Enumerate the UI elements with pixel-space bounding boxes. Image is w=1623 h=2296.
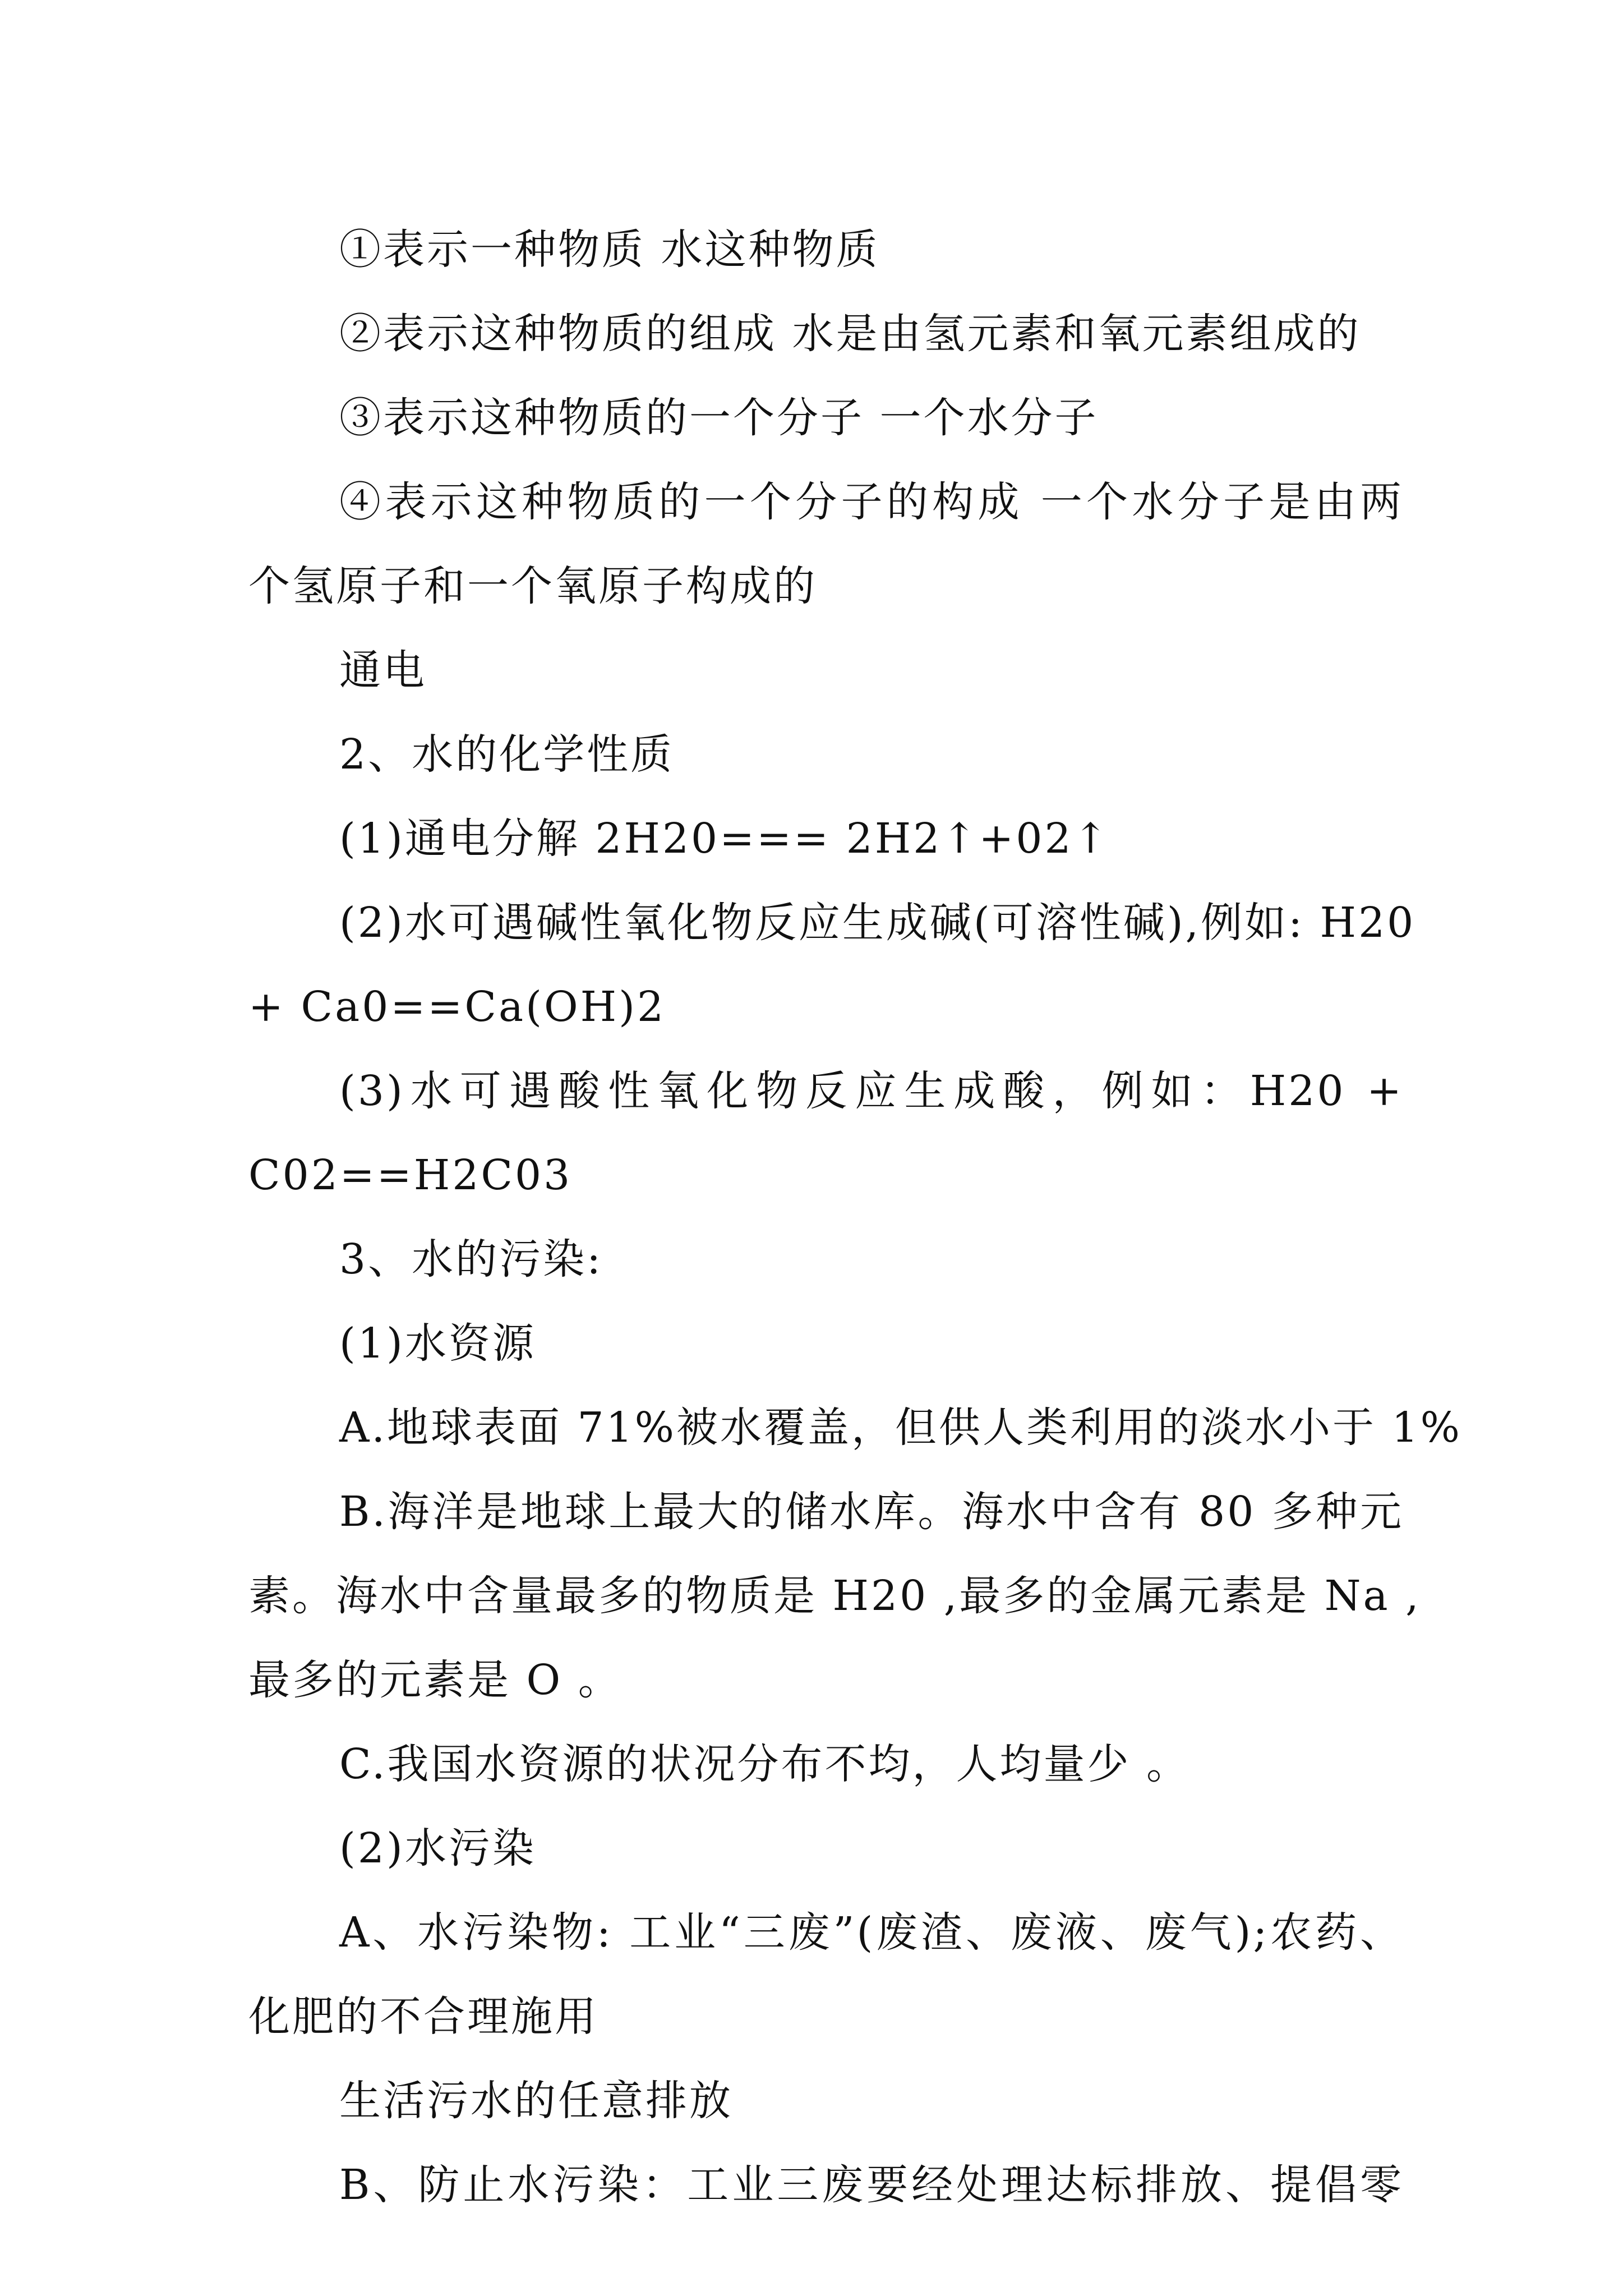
text-line-4: ④表示这种物质的一个分子的构成 一个水分子是由两 <box>339 478 1404 526</box>
text-line-3: ③表示这种物质的一个分子 一个水分子 <box>339 394 1099 442</box>
document-body <box>248 208 1462 2227</box>
text-line-17: 素。海水中含量最多的物质是 H20 ,最多的金属元素是 Na , <box>248 1572 1421 1620</box>
section-heading-chemical-properties: 2、水的化学性质 <box>339 730 675 779</box>
text-line-20: (2)水污染 <box>339 1824 536 1872</box>
text-line-14: (1)水资源 <box>339 1319 536 1368</box>
text-line-11: (3)水可遇酸性氧化物反应生成酸，例如：H20 + <box>339 1067 1404 1115</box>
text-line-22: 化肥的不合理施用 <box>248 1993 598 2041</box>
text-line-6: 通电 <box>339 646 427 694</box>
text-line-8: (1)通电分解 2H20=== 2H2↑+02↑ <box>339 815 1110 863</box>
text-line-9: (2)水可遇碱性氧化物反应生成碱(可溶性碱),例如: H20 <box>339 899 1416 947</box>
text-line-21: A、水污染物: 工业“三废”(废渣、废液、废气);农药、 <box>339 1908 1404 1957</box>
text-line-23: 生活污水的任意排放 <box>339 2077 733 2125</box>
text-line-2: ②表示这种物质的组成 水是由氢元素和氧元素组成的 <box>339 310 1361 358</box>
text-line-12: C02==H2C03 <box>248 1151 573 1199</box>
text-line-15: A.地球表面 71%被水覆盖，但供人类利用的淡水小于 1% <box>339 1404 1462 1452</box>
text-line-24: B、防止水污染：工业三废要经处理达标排放、提倡零 <box>339 2161 1404 2209</box>
text-line-5: 个氢原子和一个氧原子构成的 <box>248 562 817 610</box>
text-line-16: B.海洋是地球上最大的储水库。海水中含有 80 多种元 <box>339 1488 1404 1536</box>
text-line-10: + Ca0==Ca(OH)2 <box>248 983 666 1031</box>
text-line-1: ①表示一种物质 水这种物质 <box>339 226 880 274</box>
text-line-19: C.我国水资源的状况分布不均，人均量少 。 <box>339 1740 1191 1788</box>
text-line-18: 最多的元素是 O 。 <box>248 1656 622 1704</box>
section-heading-water-pollution: 3、水的污染: <box>339 1235 603 1283</box>
